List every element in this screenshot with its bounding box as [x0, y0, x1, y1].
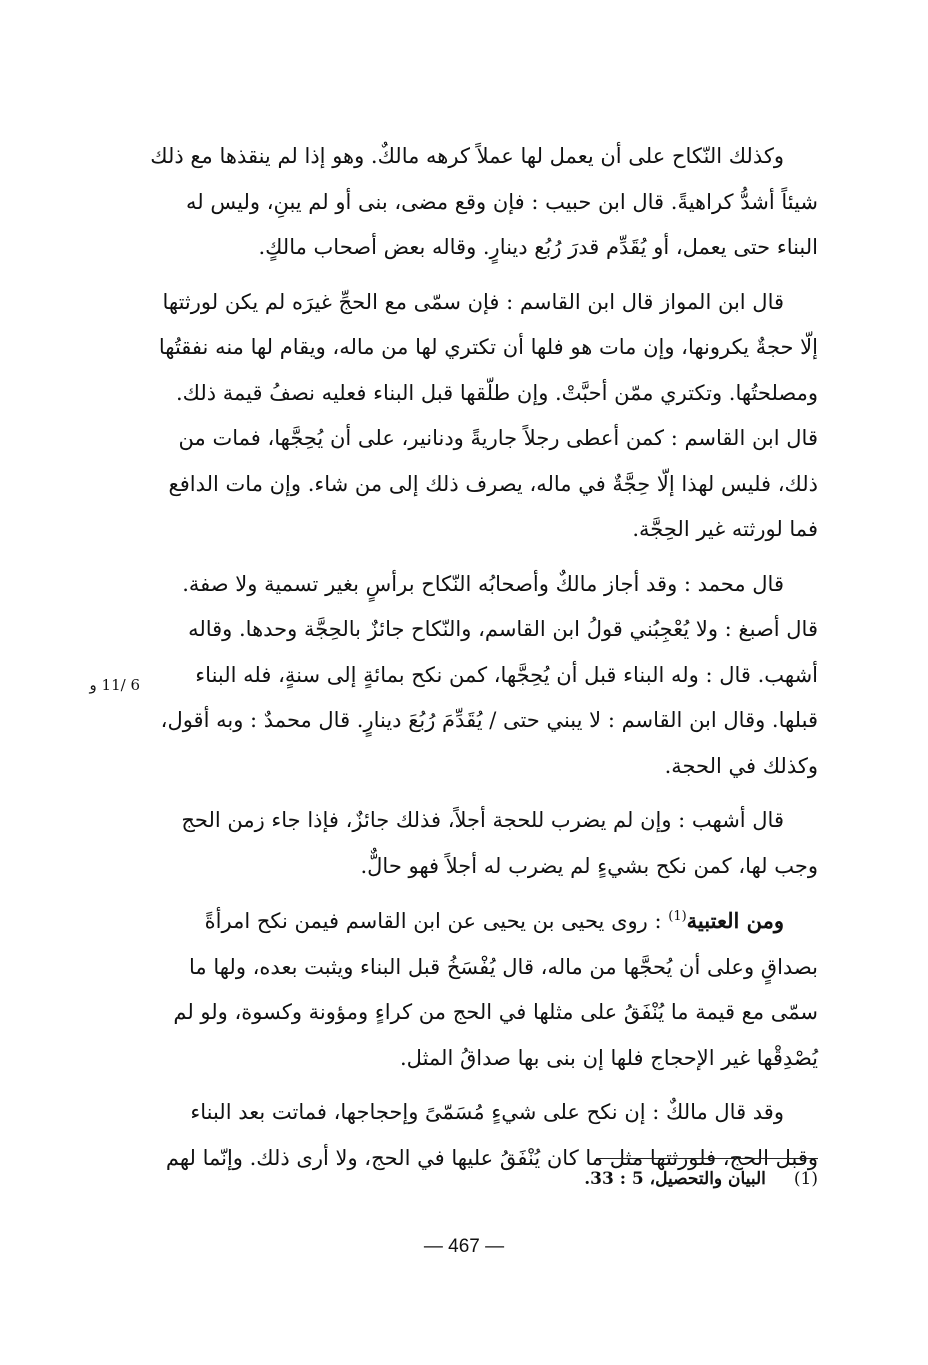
main-text — [150, 134, 818, 1190]
footnote-marker: (1) — [793, 1169, 818, 1189]
paragraph-1: وكذلك النّكاح على أن يعمل لها عملاً كرهه مالكٌ. وهو إذا لم ينقذها مع ذلك شيئاً أشدُّ كراهيةً. قال ابن حبيب : فإن وقع مضى، بنى أو لم يبنِ، وليس له البناء حتى يعمل، أو يُقَدِّم قدرَ رُبُع دينارٍ. وقاله بعض أصحاب مالكٍ. — [150, 144, 818, 259]
footnote-reference: (1) — [668, 909, 687, 924]
footnote-divider — [596, 1158, 818, 1159]
paragraph-5-text: : روى يحيى بن يحيى عن ابن القاسم فيمن نكح امرأةً بصداقٍ وعلى أن يُحجَّها من ماله، قال يُفْسَخُ قبل البناء ويثبت بعده، ولها ما سمّى مع قيمة ما يُنْفَقُ على مثلها في الحج من كراءٍ ومؤونة وكسوة، ولو لم يُصْدِقْها غير الإحجاج فلها إن بنى بها صداقُ المثل. — [173, 909, 818, 1070]
paragraph-2: قال ابن المواز قال ابن القاسم : فإن سمّى مع الحجِّ غيرَه لم يكن لورثتها إلّا حجةٌ يكرونها، وإن مات هو فلها أن تكتري لها من ماله، ويقام لها منه نفقتُها ومصلحتُها. وتكتري ممّن أحبَّتْ. وإن طلّقها قبل البناء فعليه نصفُ قيمة ذلك. قال ابن القاسم : كمن أعطى رجلاً جاريةً ودنانير، على أن يُحِجَّها، فمات من ذلك، فليس لهذا إلّا حِجَّةٌ في ماله، يصرف ذلك إلى من شاء. وإن مات الدافع فما لورثته غير الحِجَّة. — [158, 289, 818, 541]
manuscript-folio-note: 6 /11 و — [89, 676, 140, 694]
paragraph-3: قال محمد : وقد أجاز مالكٌ وأصحابُه النّكاح برأسٍ بغير تسمية ولا صفة. قال أصبغ : ولا يُعْجِبُني قولُ ابن القاسم، والنّكاح جائزٌ بالحِجَّة وحدها. وقاله أشهب. قال : وله البناء قبل أن يُحِجَّها، كمن نكح بمائةٍ إلى سنةٍ، فله البناء قبلها. وقال ابن القاسم : لا يبني حتى / يُقَدِّمَ رُبُعَ دينارٍ. قال محمدٌ : وبه أقول، وكذلك في الحجة. — [160, 571, 818, 778]
paragraph-4: قال أشهب : وإن لم يضرب للحجة أجلاً، فذلك جائزٌ، فإذا جاء زمن الحج وجب لها، كمن نكح بشيءٍ لم يضرب له أجلاً فهو حالٌّ. — [181, 808, 818, 878]
footnote — [420, 1166, 818, 1192]
paragraph-6: وقد قال مالكٌ : إن نكح على شيءٍ مُسَمّىً وإحجاجها، فماتت بعد البناء وقبل الحج، فلورثتها مثل ما كان يُنْفَقُ عليها في الحج، ولا أرى ذلك. وإنّما لهم — [165, 1100, 818, 1170]
paragraph-5 — [150, 898, 818, 1081]
page-number: — 467 — — [423, 1236, 505, 1257]
footnote-text: البيان والتحصيل، 5 : 33. — [584, 1169, 766, 1189]
paragraph-5-lead: ومن العتبية — [686, 908, 784, 933]
